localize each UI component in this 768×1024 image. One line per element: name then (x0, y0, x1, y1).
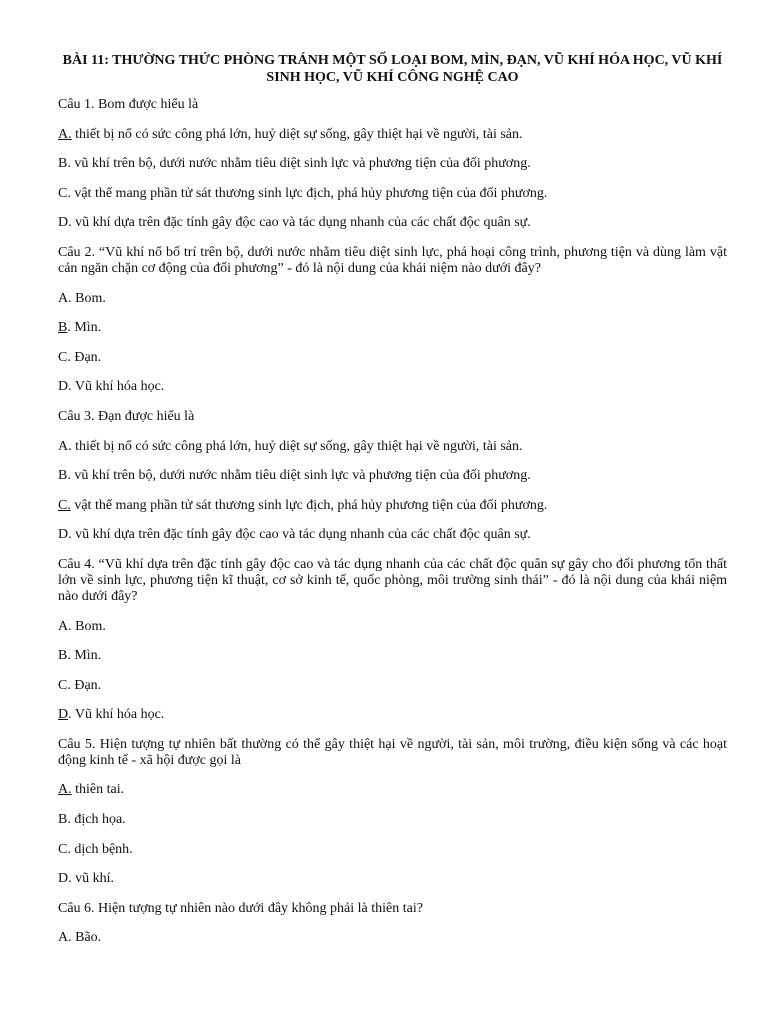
option-marker: B. (58, 468, 71, 484)
q6-option-a (58, 930, 727, 946)
answer-marker: A. (58, 126, 72, 142)
question-6: Câu 6. Hiện tượng tự nhiên nào dưới đây không phải là thiên tai? (58, 900, 423, 916)
question-4: Câu 4. “Vũ khí dựa trên đặc tính gây độc cao và tác dụng nhanh của các chất độc quân sự gây cho đối phương tổn thất lớn về sinh lực, phương tiện kĩ thuật, cơ sở kinh tế, quốc phòng, môi trường sinh thái” - đó là nội dung của khái niệm nào dưới đây? (58, 556, 727, 604)
option-text: Bão. (71, 930, 102, 946)
option-marker: A. (58, 438, 72, 454)
q4-option-a (58, 619, 727, 635)
q2-option-c (58, 350, 727, 366)
q2-option-a (58, 291, 727, 307)
answer-marker: C. (58, 497, 71, 513)
option-marker: C. (58, 185, 71, 201)
q1-option-a (58, 127, 727, 143)
q4-option-b (58, 648, 727, 664)
q1-option-b (58, 156, 727, 172)
q1-option-d (58, 215, 727, 231)
option-text: dịch bệnh. (70, 841, 133, 857)
option-text: Mìn. (70, 648, 102, 664)
q4-option-c (58, 678, 727, 694)
option-marker: D. (58, 527, 72, 543)
option-text: vũ khí. (71, 871, 115, 887)
q2-option-d (58, 379, 727, 395)
option-text: vũ khí trên bộ, dưới nước nhằm tiêu diệt sinh lực và phương tiện của đối phương. (70, 156, 531, 172)
document-title: BÀI 11: THƯỜNG THỨC PHÒNG TRÁNH MỘT SỐ LOẠI BOM, MÌN, ĐẠN, VŨ KHÍ HÓA HỌC, VŨ KHÍ SINH HỌC, VŨ KHÍ CÔNG NGHỆ CAO (62, 53, 723, 85)
option-text: vũ khí dựa trên đặc tính gây độc cao và tác dụng nhanh của các chất độc quân sự. (71, 215, 531, 231)
question-5: Câu 5. Hiện tượng tự nhiên bất thường có thể gây thiệt hại về người, tài sản, môi trường, điều kiện sống và các hoạt động kinh tế - xã hội được gọi là (58, 736, 727, 768)
option-text: Bom. (71, 290, 106, 306)
option-text: Vũ khí hóa học. (71, 379, 165, 395)
answer-marker: B (58, 320, 68, 336)
option-text: Đạn. (70, 349, 102, 365)
option-marker: A. (58, 930, 72, 946)
option-text: vật thể mang phần tử sát thương sinh lực địch, phá hủy phương tiện của đối phương. (70, 185, 548, 201)
q3-option-d (58, 527, 727, 543)
option-marker: B. (58, 812, 71, 828)
q2-option-b (58, 320, 727, 336)
option-marker: B. (58, 648, 71, 664)
option-text: vũ khí dựa trên đặc tính gây độc cao và tác dụng nhanh của các chất độc quân sự. (71, 527, 531, 543)
answer-marker: A. (58, 782, 72, 798)
option-marker: A. (58, 618, 72, 634)
option-text: thiên tai. (71, 782, 125, 798)
option-marker: C. (58, 677, 71, 693)
option-text: địch họa. (70, 812, 126, 828)
option-text: . Vũ khí hóa học. (68, 707, 165, 723)
question-1: Câu 1. Bom được hiểu là (58, 97, 199, 112)
option-marker: D. (58, 871, 72, 887)
q5-option-d (58, 871, 727, 887)
q5-option-c (58, 842, 727, 858)
option-text: Bom. (71, 618, 106, 634)
q3-option-b (58, 468, 727, 484)
option-text: vũ khí trên bộ, dưới nước nhằm tiêu diệt sinh lực và phương tiện của đối phương. (70, 468, 531, 484)
option-text: thiết bị nổ có sức công phá lớn, huỷ diệt sự sống, gây thiệt hại về người, tài sản. (71, 438, 523, 454)
question-3: Câu 3. Đạn được hiểu là (58, 408, 195, 424)
option-marker: D. (58, 215, 72, 231)
q3-option-a (58, 439, 727, 455)
q3-option-c (58, 498, 727, 514)
option-marker: A. (58, 290, 72, 306)
option-text: Đạn. (70, 677, 102, 693)
q4-option-d (58, 707, 727, 723)
option-text: vật thể mang phần tử sát thương sinh lực địch, phá hủy phương tiện của đối phương. (70, 497, 548, 513)
q5-option-a (58, 782, 727, 798)
question-2: Câu 2. “Vũ khí nổ bố trí trên bộ, dưới nước nhằm tiêu diệt sinh lực, phá hoại công trình, phương tiện và dùng làm vật cản ngăn chặn cơ động của đối phương” - đó là nội dung của khái niệm nào dưới đây? (58, 244, 727, 276)
option-text: thiết bị nổ có sức công phá lớn, huỷ diệt sự sống, gây thiệt hại về người, tài sản. (71, 126, 523, 142)
option-marker: C. (58, 841, 71, 857)
q5-option-b (58, 812, 727, 828)
option-text: . Mìn. (67, 320, 102, 336)
q1-option-c (58, 186, 727, 202)
answer-marker: D (58, 707, 69, 723)
option-marker: B. (58, 156, 71, 172)
option-marker: C. (58, 349, 71, 365)
option-marker: D. (58, 379, 72, 395)
